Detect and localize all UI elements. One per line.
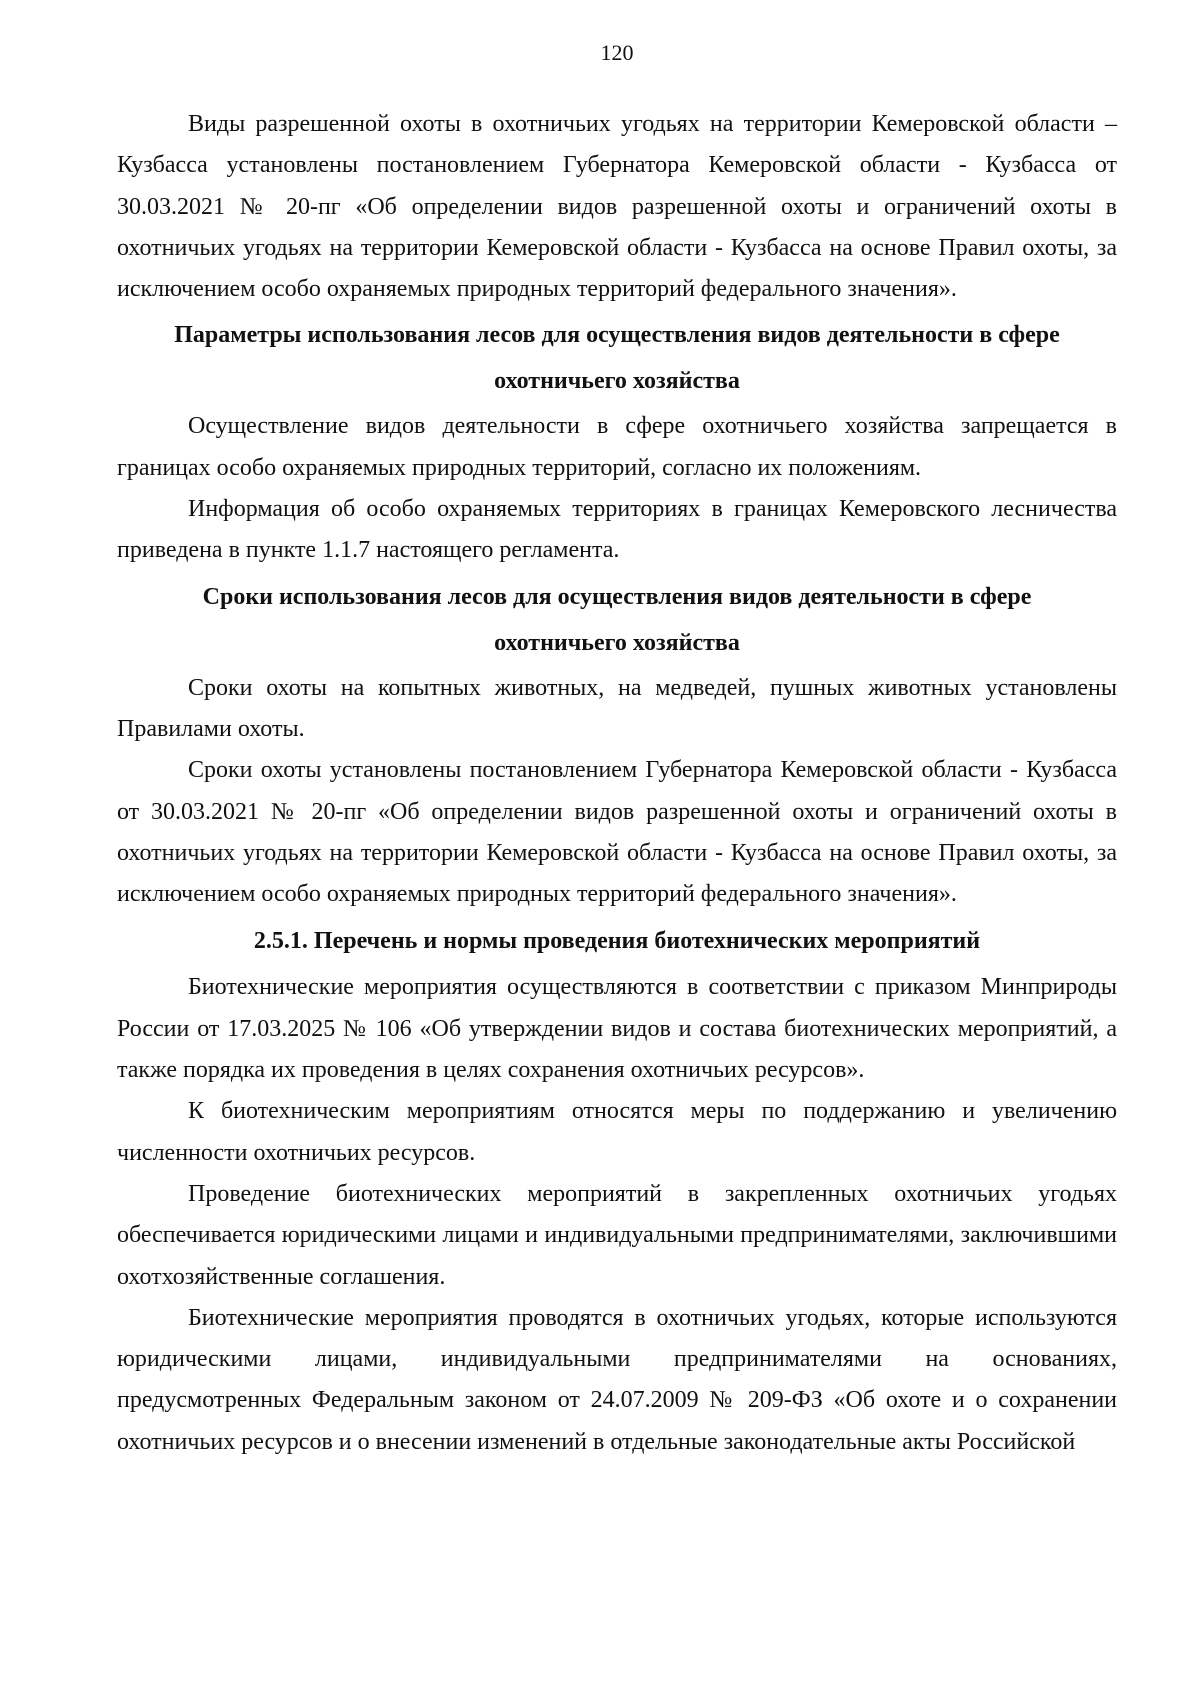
page-number: 120 [600,40,634,65]
heading-forest-use-parameters [117,312,1117,404]
heading-biotechnical-measures: 2.5.1. Перечень и нормы проведения биотехнических мероприятий [253,928,981,955]
heading-line: Сроки использования лесов для осуществления видов деятельности в сфере [202,583,1032,610]
paragraph-hunting-types: Виды разрешенной охоты в охотничьих угодьях на территории Кемеровской области – Кузбасса установлены постановлением Губернатора Кемеровской области - Кузбасса от 30.03.2021 № 20-пг «Об определении видов разрешенной охоты и ограничений охоты в охотничьих угодьях на территории Кемеровской области - Кузбасса на основе Правил охоты, за исключением особо охраняемых природных территорий федерального значения». [117,111,1117,303]
heading-line: Параметры использования лесов для осуществления видов деятельности в сфере [174,322,1060,349]
paragraph-biotechnical-measures-definition: К биотехническим мероприятиям относятся меры по поддержанию и увеличению численности охотничьих ресурсов. [117,1098,1117,1166]
heading-forest-use-terms [117,574,1117,666]
paragraph-biotechnical-order: Биотехнические мероприятия осуществляются в соответствии с приказом Минприроды России от 17.03.2025 № 106 «Об утверждении видов и состава биотехнических мероприятий, а также порядка их проведения в целях сохранения охотничьих ресурсов». [117,974,1117,1084]
heading-line: охотничьего хозяйства [494,368,740,395]
paragraph-hunting-terms-rules: Сроки охоты на копытных животных, на медведей, пушных животных установлены Правилами охоты. [117,674,1117,742]
paragraph-hunting-terms-decree: Сроки охоты установлены постановлением Губернатора Кемеровской области - Кузбасса от 30.03.2021 № 20-пг «Об определении видов разрешенной охоты и ограничений охоты в охотничьих угодьях на территории Кемеровской области - Кузбасса на основе Правил охоты, за исключением особо охраняемых природных территорий федерального значения». [117,757,1117,908]
paragraph-protected-territories-info: Информация об особо охраняемых территориях в границах Кемеровского лесничества приведена в пункте 1.1.7 настоящего регламента. [117,496,1117,564]
paragraph-activity-prohibition: Осуществление видов деятельности в сфере охотничьего хозяйства запрещается в границах особо охраняемых природных территорий, согласно их положениям. [117,413,1117,481]
heading-line: охотничьего хозяйства [494,629,740,656]
paragraph-biotechnical-grounds: Биотехнические мероприятия проводятся в охотничьих угодьях, которые используются юридическими лицами, индивидуальными предпринимателями на основаниях, предусмотренных Федеральным законом от 24.07.2009 № 209-ФЗ «Об охоте и о сохранении охотничьих ресурсов и о внесении изменений в отдельные законодательные акты Российской [117,1304,1117,1455]
document-page [117,38,1117,1463]
paragraph-biotechnical-responsibility: Проведение биотехнических мероприятий в закрепленных охотничьих угодьях обеспечивается юридическими лицами и индивидуальными предпринимателями, заключившими охотхозяйственные соглашения. [117,1180,1117,1290]
